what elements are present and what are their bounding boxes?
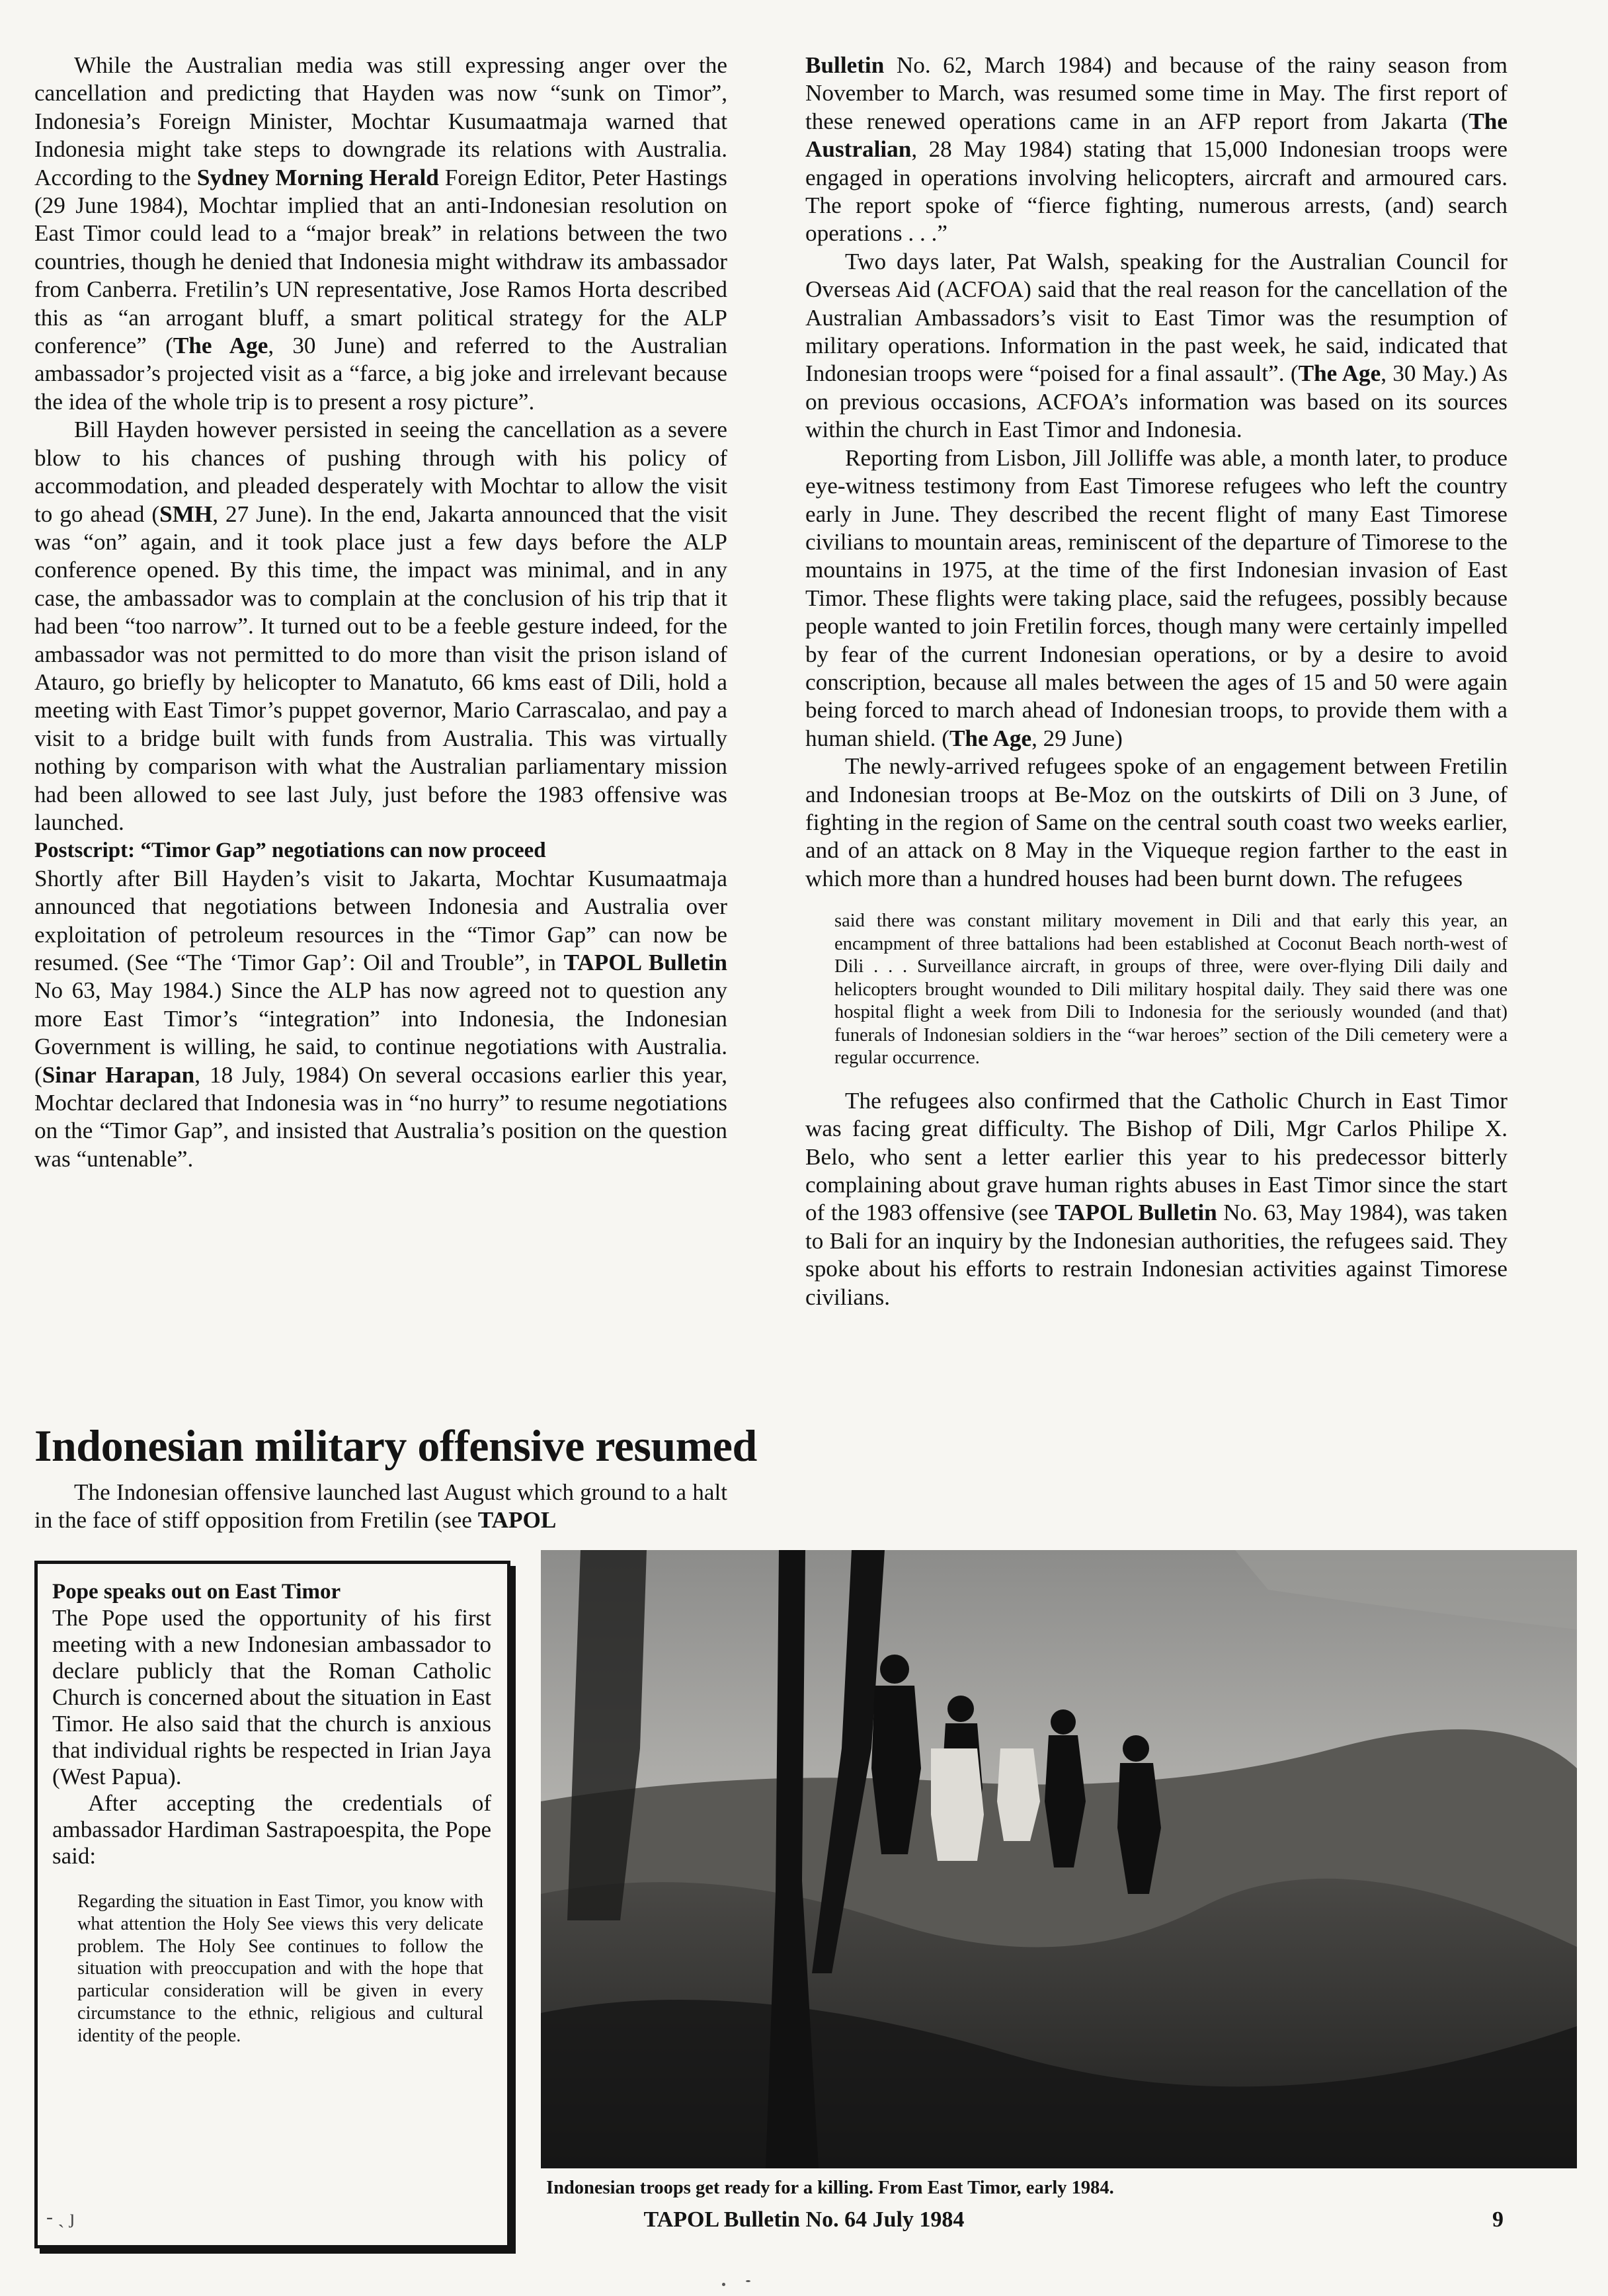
photo-caption: Indonesian troops get ready for a killing. From East Timor, early 1984. (546, 2178, 1114, 2198)
publication-name: TAPOL Bulletin No. 64 July 1984 (643, 2207, 965, 2232)
pope-box-paragraph: The Pope used the opportunity of his first meeting with a new Indonesian ambassador to declare publicly that the Roman Catholic Church is concerned about the situation in East Timor. He also said that the church is anxious that individual rights be respected in Irian Jaya (West Papua). (52, 1605, 491, 1789)
article-paragraph: Reporting from Lisbon, Jill Jolliffe was able, a month later, to produce eye-witness testimony from East Timorese refugees who left the country early in June. They described the recent flight of many East Timorese civilians to mountain areas, reminiscent of the departure of Timorese to the mountains in 1975, at the time of the first Indonesian invasion of East Timor. These flights were taking place, said the refugees, possibly because people wanted to join Fretilin forces, though many were certainly impelled by fear of the current Indonesian operations, or by a desire to avoid conscription, because all males between the ages of 15 and 50 were again being forced to march ahead of Indonesian troops, to provide them with a human shield. (The Age, 29 June) (805, 444, 1508, 751)
scan-speck (746, 2280, 750, 2282)
refugee-quote: said there was constant military movement in Dili and that early this year, an encampment of three battalions had been established at Coconut Beach north-west of Dili . . . Surveillance aircraft, in groups of three, were over-flying Dili daily and helicopters brought wounded to Dili military hospital daily. They said there was one hospital flight a week from Dili to Indonesia for the seriously wounded (and that) funerals of Indonesian soldiers in the “war heroes” section of the Dili cemetery were a regular occurrence. (834, 911, 1508, 1069)
scan-speck (722, 2283, 725, 2286)
offensive-intro (34, 1479, 727, 1535)
page-number: 9 (1492, 2207, 1504, 2232)
article-paragraph: Shortly after Bill Hayden’s visit to Jakarta, Mochtar Kusumaatmaja announced that negotiations between Indonesia and Australia over exploitation of petroleum resources in the “Timor Gap” can now be resumed. (See “The ‘Timor Gap’: Oil and Trouble”, in TAPOL Bulletin No 63, May 1984.) Since the ALP has now agreed not to question any more East Timor’s “integration” into Indonesia, the Indonesian Government is willing, he said, to continue negotiations with Australia. (Sinar Harapan, 18 July, 1984) On several occasions earlier this year, Mochtar declared that Indonesia was in “no hurry” to resume negotiations on the “Timor Gap”, and insisted that Australia’s position on the question was “untenable”. (34, 865, 727, 1172)
page-footer (0, 2207, 1608, 2233)
pope-quote: Regarding the situation in East Timor, you know with what attention the Holy See views this very delicate problem. The Holy See continues to follow the situation with preoccupation and with the hope that particular consideration will be given in every circumstance to the ethnic, religious and cultural identity of the people. (77, 1891, 483, 2046)
article-paragraph: The refugees also confirmed that the Catholic Church in East Timor was facing great difficulty. The Bishop of Dili, Mgr Carlos Philipe X. Belo, who sent a letter earlier this year to his predecessor bitterly complaining about grave human rights abuses in East Timor since the start of the 1983 offensive (see TAPOL Bulletin No. 63, May 1984), was taken to Bali for an inquiry by the Indonesian authorities, the refugees said. They spoke about his efforts to restrain Indonesian activities against Timorese civilians. (805, 1087, 1508, 1310)
postscript-heading: Postscript: “Timor Gap” negotiations can now proceed (34, 839, 546, 863)
section-headline: Indonesian military offensive resumed (34, 1420, 757, 1471)
article-paragraph: Bill Hayden however persisted in seeing the cancellation as a severe blow to his chances of pushing through with his policy of accommodation, and pleaded desperately with Mochtar to allow the visit to go ahead (SMH, 27 June). In the end, Jakarta announced that the visit was “on” again, and it took place just a few days before the ALP conference opened. By this time, the impact was minimal, and in any case, the ambassador was to complain at the conclusion of his trip that it had been “too narrow”. It turned out to be a feeble gesture indeed, for the ambassador was not permitted to do more than visit the prison island of Atauro, go briefly by helicopter to Manatuto, 66 kms east of Dili, hold a meeting with East Timor’s puppet governor, Mario Carrascalao, and pay a visit to a bridge built with funds from Australia. This was virtually nothing by comparison with what the Australian parliamentary mission had been allowed to see last July, just before the 1983 offensive was launched. (34, 417, 727, 835)
troops-photo-illustration (541, 1550, 1577, 2168)
article-paragraph: The newly-arrived refugees spoke of an engagement between Fretilin and Indonesian troops at Be-Moz on the outskirts of Dili on 3 June, of fighting in the region of Same on the central south coast two weeks earlier, and of an attack on 8 May in the Viqueque region farther to the east in which more than a hundred houses had been burnt down. The refugees (805, 753, 1508, 891)
article-paragraph: Two days later, Pat Walsh, speaking for the Australian Council for Overseas Aid (ACFOA) said that the real reason for the cancellation of the Australian Ambassadors’s visit to East Timor was the resumption of military operations. Information in the past week, he said, indicated that Indonesian troops were “poised for a final assault”. (The Age, 30 May.) As on previous occasions, ACFOA’s information was based on its sources within the church in East Timor and Indonesia. (805, 248, 1508, 443)
pope-box-heading: Pope speaks out on East Timor (52, 1580, 341, 1604)
right-column (805, 52, 1508, 1311)
pope-box-body (52, 1605, 491, 1869)
article-paragraph: While the Australian media was still expressing anger over the cancellation and predicting that Hayden was now “sunk on Timor”, Indonesia’s Foreign Minister, Mochtar Kusumaatmaja warned that Indonesia might take steps to downgrade its relations with Australia. According to the Sydney Morning Herald Foreign Editor, Peter Hastings (29 June 1984), Mochtar implied that an anti-Indonesian resolution on East Timor could lead to a “major break” in relations between the two countries, though he denied that Indonesia might withdraw its ambassador from Canberra. Fretilin’s UN representative, Jose Ramos Horta described this as “an arrogant bluff, a smart political strategy for the ALP conference” (The Age, 30 June) and referred to the Australian ambassador’s projected visit as a “farce, a big joke and irrelevant because the idea of the whole trip is to present a rosy picture”. (34, 52, 727, 415)
pope-sidebar-box (34, 1561, 510, 2248)
article-paragraph: The Indonesian offensive launched last August which ground to a halt in the face of stiff opposition from Fretilin (see TAPOL (34, 1479, 727, 1534)
pope-box-paragraph: After accepting the credentials of ambassador Hardiman Sastrapoespita, the Pope said: (52, 1790, 491, 1869)
troops-photo (541, 1550, 1577, 2168)
article-paragraph: Bulletin No. 62, March 1984) and because of the rainy season from November to March, was resumed some time in May. The first report of these renewed operations came in an AFP report from Jakarta (The Australian, 28 May 1984) stating that 15,000 Indonesian troops were engaged in operations involving helicopters, aircraft and armoured cars. The report spoke of “fierce fighting, numerous arrests, (and) search operations . . .” (805, 52, 1508, 247)
left-column (34, 52, 727, 1173)
scan-mark: ‐ ˏ ȷ (46, 2206, 75, 2228)
